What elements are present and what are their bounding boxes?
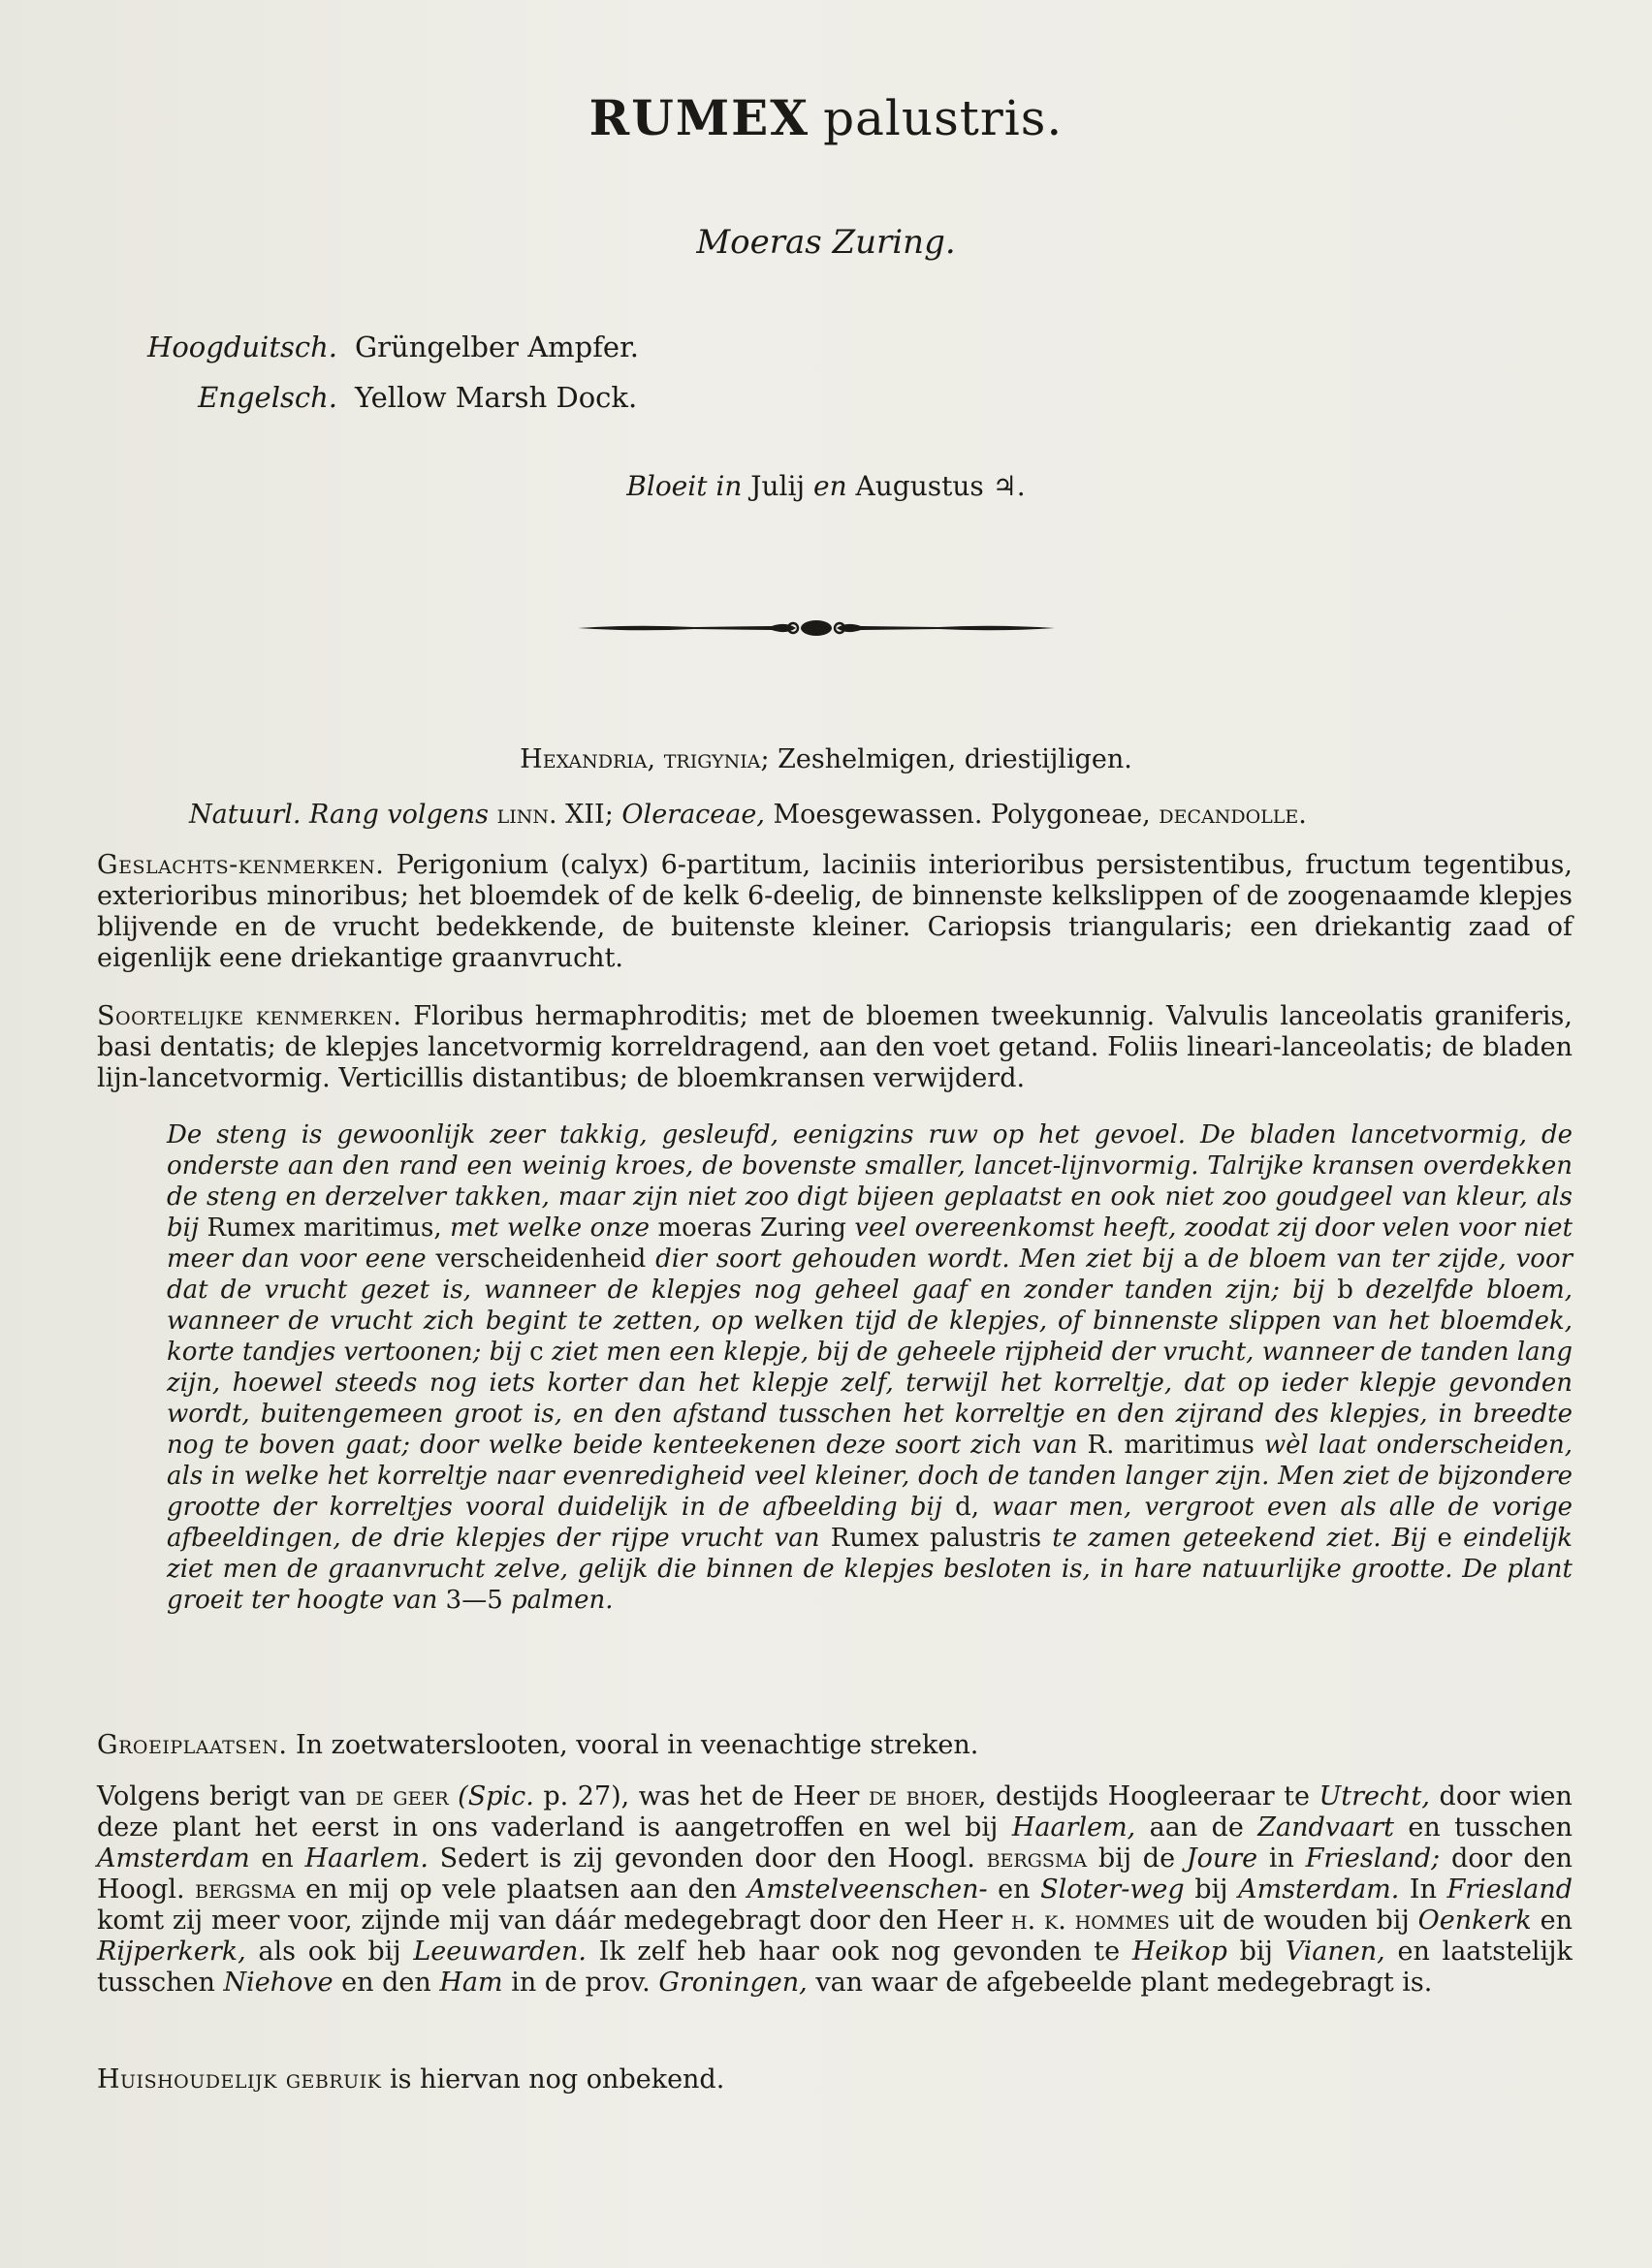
desc-species-ref: R. maritimus [1087, 1431, 1255, 1460]
dist-text: Ik zelf heb haar ook nog gevonden te [598, 1937, 1121, 1967]
dist-text: van waar de afgebeelde plant medegebragt is. [815, 1968, 1433, 1998]
rank-label: Natuurl. Rang volgens [189, 800, 490, 830]
place-ref: Oenkerk [1417, 1906, 1532, 1936]
place-ref: Heikop [1131, 1937, 1227, 1967]
dist-text: In [1409, 1874, 1437, 1905]
place-ref: Ham [439, 1968, 503, 1998]
place-ref: Friesland; [1305, 1843, 1441, 1874]
place-ref: Haarlem. [304, 1843, 429, 1874]
person-ref: bergsma [986, 1843, 1088, 1874]
order-name: trigynia; [663, 744, 770, 774]
name-row-german [126, 322, 639, 372]
vernacular-name: Yellow Marsh Dock. [355, 381, 638, 414]
language-label: Hoogduitsch. [147, 331, 337, 363]
place-ref: Vianen, [1285, 1937, 1385, 1967]
section-lead: Groeiplaatsen. [97, 1730, 288, 1760]
desc-text: te zamen geteekend ziet. Bij [1052, 1524, 1427, 1553]
vernacular-name: Grüngelber Ampfer. [355, 331, 639, 363]
place-ref: Utrecht, [1318, 1781, 1430, 1811]
place-ref: Amstelveenschen- [747, 1874, 988, 1905]
name-row-english [126, 372, 639, 423]
bloom-month: Julij [750, 470, 806, 502]
bloom-prefix: Bloeit [626, 470, 708, 502]
distribution-notes [97, 1781, 1573, 1999]
desc-text: dier soort gehouden wordt. Men ziet bij [655, 1244, 1174, 1274]
place-ref: Sloter-weg [1040, 1874, 1185, 1905]
section-lead: Soortelijke kenmerken. [97, 1001, 402, 1031]
dist-text: en laatstelijk tusschen [97, 1937, 1573, 1998]
person-ref: h. k. hommes [1011, 1906, 1170, 1936]
dist-text: en tusschen [1408, 1812, 1573, 1843]
dist-text: komt zij meer voor, zijnde mij van dáár medegebragt door den Heer [97, 1906, 1003, 1936]
bloom-and: en [813, 470, 847, 502]
place-ref: Groningen, [658, 1968, 808, 1998]
desc-species-ref: Rumex maritimus, [206, 1213, 442, 1243]
place-ref: Friesland [1446, 1874, 1573, 1905]
section-text: is hiervan nog onbekend. [389, 2064, 725, 2095]
desc-text: moeras Zuring [657, 1213, 846, 1243]
rank-number: XII; [565, 800, 614, 830]
person-ref: bergsma [195, 1874, 296, 1905]
language-label: Engelsch. [198, 381, 337, 414]
dist-text: in [1268, 1843, 1294, 1874]
section-text: In zoetwaterslooten, vooral in veenachtige streken. [296, 1730, 979, 1760]
dist-text: bij [1239, 1937, 1273, 1967]
species-name: palustris. [823, 90, 1064, 146]
figure-ref: a [1183, 1244, 1199, 1274]
desc-text: dezelfde bloem, wanneer de vrucht zich begint te zetten, op welken tijd de klepjes, of binnenste slippen van het bloemdek, korte tandjes vertoonen; bij [167, 1276, 1573, 1367]
desc-text: De steng is gewoonlijk zeer takkig, gesleufd, eenigzins ruw op het gevoel. De bladen lancetvormig, de onderste aan den rand een weinig kroes, de bovenste smaller, lancet-lijnvormig. Talrijke kransen overdekken de steng en derzelver takken, maar zijn niet zoo digt bijeen geplaatst en ook niet zoo goudgeel van kleur, als bij [167, 1120, 1573, 1243]
figure-ref: e [1437, 1524, 1452, 1553]
dist-text: als ook bij [258, 1937, 401, 1967]
desc-text: met welke onze [450, 1213, 651, 1243]
dist-text: door den Hoogl. [97, 1843, 1573, 1905]
family-polygoneae: Moesgewassen. Polygoneae, [773, 800, 1151, 830]
household-use [97, 2064, 1573, 2095]
dist-text: en [998, 1874, 1031, 1905]
plant-description [167, 1119, 1573, 1616]
place-ref: Leeuwarden. [413, 1937, 587, 1967]
decandolle-ref: decandolle. [1159, 800, 1307, 830]
place-ref: Niehove [223, 1968, 334, 1998]
dist-text: bij de [1097, 1843, 1176, 1874]
place-ref: Haarlem, [1011, 1812, 1136, 1843]
person-ref: de bhoer, [868, 1781, 987, 1811]
desc-text: eindelijk ziet men de graanvrucht zelve, gelijk die binnen de klepjes besloten is, in hare natuurlijke grootte. De plant groeit ter hoogte van [167, 1524, 1573, 1615]
desc-text: verscheidenheid [435, 1244, 647, 1274]
desc-text: waar men, vergroot even als alle de vorige afbeeldingen, de drie klepjes der rijpe vrucht van [167, 1493, 1573, 1553]
linn-ref: linn. [496, 800, 557, 830]
ornament-divider-icon [578, 614, 1055, 643]
perennial-symbol: ♃. [992, 470, 1026, 502]
place-ref: Amsterdam. [1238, 1874, 1400, 1905]
linnaean-classification [0, 744, 1652, 774]
dist-text: destijds Hoogleeraar te [996, 1781, 1310, 1811]
habitat [97, 1730, 1573, 1761]
section-lead: Huishoudelijk gebruik [97, 2064, 382, 2095]
desc-text: wèl laat onderscheiden, als in welke het korreltje naar evenredigheid veel kleiner, doch de tanden langer zijn. Men ziet de bijzondere grootte der korreltjes vooral duidelijk in de afbeelding bij [167, 1431, 1573, 1522]
page-title [0, 89, 1652, 146]
desc-text: de bloem van ter zijde, voor dat de vrucht gezet is, wanneer de klepjes nog geheel gaaf en zonder tanden zijn; bij [167, 1244, 1573, 1305]
dist-text: en [1540, 1906, 1573, 1936]
place-ref: Amsterdam [97, 1843, 250, 1874]
vernacular-names [126, 322, 639, 423]
section-lead: Geslachts-kenmerken. [97, 850, 385, 880]
source-ref: (Spic. [458, 1781, 534, 1811]
figure-ref: d, [955, 1493, 980, 1522]
place-ref: Zandvaart [1257, 1812, 1395, 1843]
dist-text: Sedert is zij gevonden door den Hoogl. [439, 1843, 975, 1874]
dist-text: en [261, 1843, 294, 1874]
bloom-month-2: Augustus [855, 470, 984, 502]
flowering-period [0, 470, 1652, 502]
natural-rank [189, 800, 1449, 830]
desc-text: ziet men een klepje, bij de geheele rijpheid der vrucht, wanneer de tanden lang zijn, hoewel steeds nog iets korter dan het klepje zelf, terwijl het korreltje, dat op ieder klepje gevonden wordt, buitengemeen groot is, en den afstand tusschen het korreltje en den zijrand des klepjes, in breedte nog te boven gaat; door welke beide kenteekenen deze soort zich van [167, 1338, 1573, 1460]
dist-text: Volgens berigt van [97, 1781, 347, 1811]
desc-text: palmen. [511, 1586, 614, 1615]
bloom-in: in [715, 470, 743, 502]
dist-text: bij [1194, 1874, 1228, 1905]
class-name: Hexandria, [520, 744, 656, 774]
genus-name: RUMEX [588, 89, 810, 146]
family-oleraceae: Oleraceae, [621, 800, 765, 830]
genus-characters [97, 850, 1573, 974]
desc-species-ref: Rumex palustris [830, 1524, 1042, 1553]
person-ref: de geer [355, 1781, 449, 1811]
figure-ref: c [529, 1338, 544, 1367]
dist-text: in de prov. [511, 1968, 651, 1998]
dist-text: door wien deze plant het eerst in ons vaderland is aangetroffen en wel bij [97, 1781, 1573, 1843]
dist-text: en mij op vele plaatsen aan den [305, 1874, 738, 1905]
section-text: Floribus hermaphroditis; met de bloemen tweekunnig. Valvulis lanceolatis graniferis, basi dentatis; de klepjes lancetvormig korreldragend, aan den voet getand. Foliis lineari-lanceolatis; de bladen lijn-lancetvormig. Verticillis distantibus; de bloemkransen verwijderd. [97, 1001, 1573, 1093]
section-text: Perigonium (calyx) 6-partitum, laciniis interioribus persistentibus, fructum tegentibus, exterioribus minoribus; het bloemdek of de kelk 6-deelig, de binnenste kelkslippen of de zoogenaamde klepjes blijvende en de vrucht bedekkende, de buitenste kleiner. Cariopsis triangularis; een driekantig zaad of eigenlijk eene driekantige graanvrucht. [97, 850, 1573, 973]
place-ref: Rijperkerk, [97, 1937, 246, 1967]
dutch-common-name: Moeras Zuring. [696, 223, 956, 262]
dist-text: p. 27), was het de Heer [543, 1781, 860, 1811]
dutch-classification: Zeshelmigen, driestijligen. [778, 744, 1132, 774]
species-characters [97, 1001, 1573, 1094]
place-ref: Joure [1186, 1843, 1258, 1874]
desc-height: 3—5 [445, 1586, 503, 1615]
figure-ref: b [1337, 1276, 1353, 1305]
desc-text: veel overeenkomst heeft, zoodat zij door velen voor niet meer dan voor eene [167, 1213, 1573, 1274]
dist-text: aan de [1149, 1812, 1244, 1843]
dist-text: uit de wouden bij [1178, 1906, 1410, 1936]
dist-text: en den [341, 1968, 431, 1998]
